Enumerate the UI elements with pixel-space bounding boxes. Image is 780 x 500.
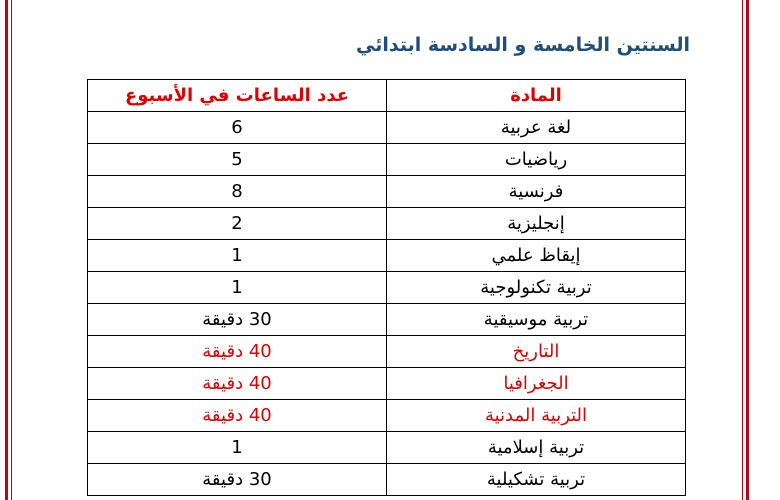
header-hours: عدد الساعات في الأسبوع [88,80,387,112]
hours-cell: 1 [88,240,387,272]
table-row [88,336,686,368]
page-border-left-outer [5,0,8,500]
page-border-right-inner [742,0,743,500]
subject-cell: إيقاظ علمي [387,240,686,272]
table-row [88,176,686,208]
table-header-row [88,80,686,112]
subject-cell: الجغرافيا [387,368,686,400]
page-border-right-outer [746,0,749,500]
subject-cell: التاريخ [387,336,686,368]
table-row [88,304,686,336]
hours-cell: 1 [88,272,387,304]
hours-cell: 40 دقيقة [88,368,387,400]
hours-cell: 30 دقيقة [88,304,387,336]
table-row [88,368,686,400]
hours-cell: 6 [88,112,387,144]
subject-cell: تربية تكنولوجية [387,272,686,304]
hours-cell: 8 [88,176,387,208]
hours-cell: 30 دقيقة [88,464,387,496]
table-row [88,112,686,144]
table-row [88,464,686,496]
subject-cell: التربية المدنية [387,400,686,432]
page-border-left-inner [11,0,12,500]
table-row [88,144,686,176]
subject-cell: تربية إسلامية [387,432,686,464]
hours-cell: 1 [88,432,387,464]
hours-cell: 5 [88,144,387,176]
schedule-table-body [88,112,686,496]
hours-cell: 2 [88,208,387,240]
subject-cell: فرنسية [387,176,686,208]
subject-cell: لغة عربية [387,112,686,144]
table-row [88,240,686,272]
hours-cell: 40 دقيقة [88,336,387,368]
table-row [88,208,686,240]
subject-cell: تربية موسيقية [387,304,686,336]
header-subject: المادة [387,80,686,112]
schedule-table [87,79,686,496]
subject-cell: تربية تشكيلية [387,464,686,496]
subject-cell: رياضيات [387,144,686,176]
subject-cell: إنجليزية [387,208,686,240]
page-title: السنتين الخامسة و السادسة ابتدائي [355,34,690,56]
table-row [88,432,686,464]
table-row [88,400,686,432]
hours-cell: 40 دقيقة [88,400,387,432]
table-row [88,272,686,304]
